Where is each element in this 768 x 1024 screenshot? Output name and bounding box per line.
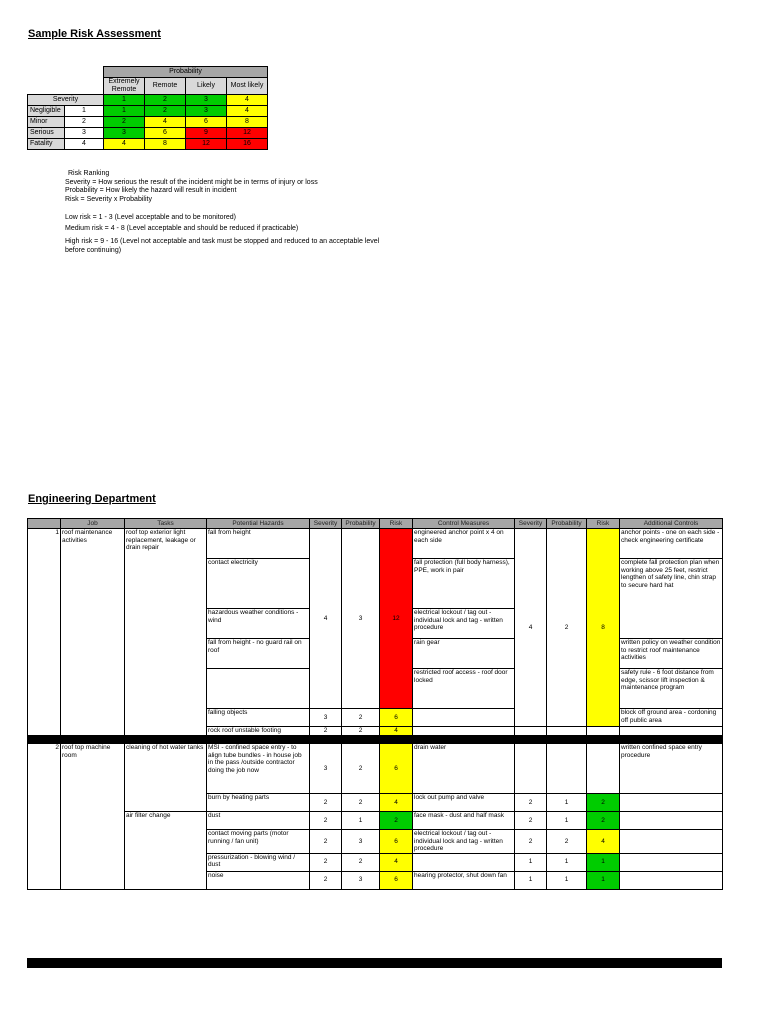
residual-severity: 2 [515, 812, 547, 830]
additional-control: safety rule - 6 foot distance from edge, scissor lift inspection & maintenance program [620, 669, 723, 709]
residual-probability: 1 [547, 794, 587, 812]
severity-value: 3 [65, 128, 104, 139]
severity-value: 2 [65, 117, 104, 128]
task: roof top exterior light replacement, leakage or drain repair [125, 529, 207, 736]
residual-risk: 4 [587, 830, 620, 854]
probability-value: 2 [342, 794, 380, 812]
matrix-cell: 12 [227, 128, 268, 139]
severity-value: 2 [310, 871, 342, 889]
risk-matrix [27, 66, 268, 150]
risk-definition: Risk = Severity x Probability [65, 195, 152, 203]
matrix-cell: 6 [145, 128, 186, 139]
hazard: noise [207, 871, 310, 889]
risk-value: 4 [380, 794, 413, 812]
severity-value: 3 [310, 744, 342, 794]
severity-value: 1 [65, 106, 104, 117]
header-control-measures: Control Measures [413, 519, 515, 529]
engineering-table [27, 518, 723, 890]
control-measure: drain water [413, 744, 515, 794]
residual-probability: 1 [547, 853, 587, 871]
residual-severity [515, 744, 547, 794]
matrix-cell: 4 [227, 106, 268, 117]
prob-value: 3 [186, 95, 227, 106]
residual-risk: 1 [587, 871, 620, 889]
probability-value: 2 [342, 853, 380, 871]
prob-header-remote: Remote [145, 78, 186, 95]
risk-ranking-label: Risk Ranking [68, 170, 110, 177]
control-measure: engineered anchor point x 4 on each side [413, 529, 515, 559]
prob-header-extremely-remote: Extremely Remote [104, 78, 145, 95]
residual-risk [587, 727, 620, 736]
severity-value: 2 [310, 853, 342, 871]
probability-value: 2 [342, 744, 380, 794]
control-measure [413, 709, 515, 727]
matrix-cell: 3 [186, 106, 227, 117]
severity-name: Fatality [28, 139, 65, 150]
control-measure: restricted roof access - roof door locked [413, 669, 515, 709]
control-measure [413, 853, 515, 871]
residual-probability: 2 [547, 529, 587, 727]
additional-control: written policy on weather condition to restrict roof maintenance activities [620, 639, 723, 669]
additional-control [620, 830, 723, 854]
header-residual-risk: Risk [587, 519, 620, 529]
hazard: hazardous weather conditions - wind [207, 609, 310, 639]
job-number: 2 [28, 744, 61, 890]
residual-risk [587, 744, 620, 794]
residual-probability: 1 [547, 871, 587, 889]
severity-definition: Severity = How serious the result of the incident might be in terms of injury or loss [65, 178, 318, 186]
control-measure: rain gear [413, 639, 515, 669]
section-title: Engineering Department [28, 493, 156, 505]
header-risk: Risk [380, 519, 413, 529]
severity-header: Severity [28, 95, 104, 106]
control-measure: face mask - dust and half mask [413, 812, 515, 830]
low-risk-note: Low risk = 1 - 3 (Level acceptable and to be monitored) [65, 214, 237, 221]
control-measure: electrical lockout / tag out - individual lock and tag - written procedure [413, 609, 515, 639]
prob-header-most-likely: Most likely [227, 78, 268, 95]
risk-value: 4 [380, 727, 413, 736]
control-measure: electrical lockout / tag out - individual lock and tag - written procedure [413, 830, 515, 854]
control-measure: fall protection (full body harness), PPE, work in pair [413, 559, 515, 609]
control-measure: lock out pump and valve [413, 794, 515, 812]
header-residual-severity: Severity [515, 519, 547, 529]
control-measure: hearing protector, shut down fan [413, 871, 515, 889]
probability-value: 2 [342, 727, 380, 736]
hazard: MSI - confined space entry - to align tube bundles - in house job in the pass /outside contractor doing the job now [207, 744, 310, 794]
hazard: contact moving parts (motor running / fan unit) [207, 830, 310, 854]
probability-definition: Probability = How likely the hazard will result in incident [65, 187, 237, 194]
risk-value: 12 [380, 529, 413, 709]
residual-probability: 1 [547, 812, 587, 830]
matrix-cell: 8 [227, 117, 268, 128]
header-hazards: Potential Hazards [207, 519, 310, 529]
probability-header: Probability [104, 67, 268, 78]
residual-risk: 8 [587, 529, 620, 727]
residual-risk: 1 [587, 853, 620, 871]
probability-value: 1 [342, 812, 380, 830]
severity-value: 4 [65, 139, 104, 150]
hazard: fall from height [207, 529, 310, 559]
header-num [28, 519, 61, 529]
additional-control: block off ground area - cordoning off public area [620, 709, 723, 727]
high-risk-note-cont: before continuing) [65, 246, 122, 254]
additional-control [620, 812, 723, 830]
residual-severity: 2 [515, 794, 547, 812]
additional-control: written confined space entry procedure [620, 744, 723, 794]
matrix-cell: 6 [186, 117, 227, 128]
residual-risk: 2 [587, 794, 620, 812]
hazard: contact electricity [207, 559, 310, 609]
matrix-cell: 12 [186, 139, 227, 150]
residual-severity: 2 [515, 830, 547, 854]
risk-value: 6 [380, 744, 413, 794]
residual-probability [547, 727, 587, 736]
matrix-cell: 2 [145, 106, 186, 117]
severity-value: 3 [310, 709, 342, 727]
severity-value: 4 [310, 529, 342, 709]
additional-control: anchor points - one on each side - check engineering certificate [620, 529, 723, 559]
risk-value: 2 [380, 812, 413, 830]
task: cleaning of hot water tanks [125, 744, 207, 812]
severity-value: 2 [310, 812, 342, 830]
task: air filter change [125, 812, 207, 890]
residual-probability [547, 744, 587, 794]
residual-severity: 4 [515, 529, 547, 727]
probability-value: 3 [342, 830, 380, 854]
risk-value: 6 [380, 830, 413, 854]
risk-value: 6 [380, 709, 413, 727]
hazard: fall from height - no guard rail on roof [207, 639, 310, 669]
residual-risk: 2 [587, 812, 620, 830]
additional-control: complete fall protection plan when working above 25 feet, restrict lengthen of safety line, chin strap to secure hard hat [620, 559, 723, 639]
header-severity: Severity [310, 519, 342, 529]
hazard: burn by heating parts [207, 794, 310, 812]
matrix-cell: 16 [227, 139, 268, 150]
header-additional-controls: Additional Controls [620, 519, 723, 529]
risk-notes [65, 170, 465, 255]
hazard: dust [207, 812, 310, 830]
additional-control [620, 794, 723, 812]
matrix-cell: 3 [104, 128, 145, 139]
medium-risk-note: Medium risk = 4 - 8 (Level acceptable and should be reduced if practicable) [65, 224, 299, 232]
additional-control [620, 871, 723, 889]
additional-control [620, 727, 723, 736]
job-name: roof top machine room [61, 744, 125, 890]
matrix-cell: 1 [104, 106, 145, 117]
matrix-cell: 2 [104, 117, 145, 128]
job-number: 1 [28, 529, 61, 736]
severity-name: Minor [28, 117, 65, 128]
prob-value: 1 [104, 95, 145, 106]
severity-name: Negligible [28, 106, 65, 117]
matrix-cell: 8 [145, 139, 186, 150]
matrix-cell: 9 [186, 128, 227, 139]
header-tasks: Tasks [125, 519, 207, 529]
probability-value: 3 [342, 529, 380, 709]
prob-value: 2 [145, 95, 186, 106]
residual-severity: 1 [515, 853, 547, 871]
page-title: Sample Risk Assessment [28, 28, 161, 40]
hazard: falling objects [207, 709, 310, 727]
bottom-bar [27, 958, 722, 968]
job-name: roof maintenance activities [61, 529, 125, 736]
probability-value: 3 [342, 871, 380, 889]
control-measure [413, 727, 515, 736]
severity-value: 2 [310, 794, 342, 812]
risk-value: 6 [380, 871, 413, 889]
prob-value: 4 [227, 95, 268, 106]
severity-name: Serious [28, 128, 65, 139]
risk-value: 4 [380, 853, 413, 871]
severity-value: 2 [310, 727, 342, 736]
hazard [207, 669, 310, 709]
additional-control [620, 853, 723, 871]
residual-severity: 1 [515, 871, 547, 889]
hazard: pressurization - blowing wind / dust [207, 853, 310, 871]
matrix-cell: 4 [104, 139, 145, 150]
prob-header-likely: Likely [186, 78, 227, 95]
matrix-cell: 4 [145, 117, 186, 128]
header-job: Job [61, 519, 125, 529]
severity-value: 2 [310, 830, 342, 854]
row-separator [28, 736, 723, 744]
header-residual-probability: Probability [547, 519, 587, 529]
header-probability: Probability [342, 519, 380, 529]
hazard: rock roof unstable footing [207, 727, 310, 736]
residual-probability: 2 [547, 830, 587, 854]
residual-severity [515, 727, 547, 736]
probability-value: 2 [342, 709, 380, 727]
high-risk-note: High risk = 9 - 16 (Level not acceptable and task must be stopped and reduced to an acceptable level [65, 238, 380, 245]
